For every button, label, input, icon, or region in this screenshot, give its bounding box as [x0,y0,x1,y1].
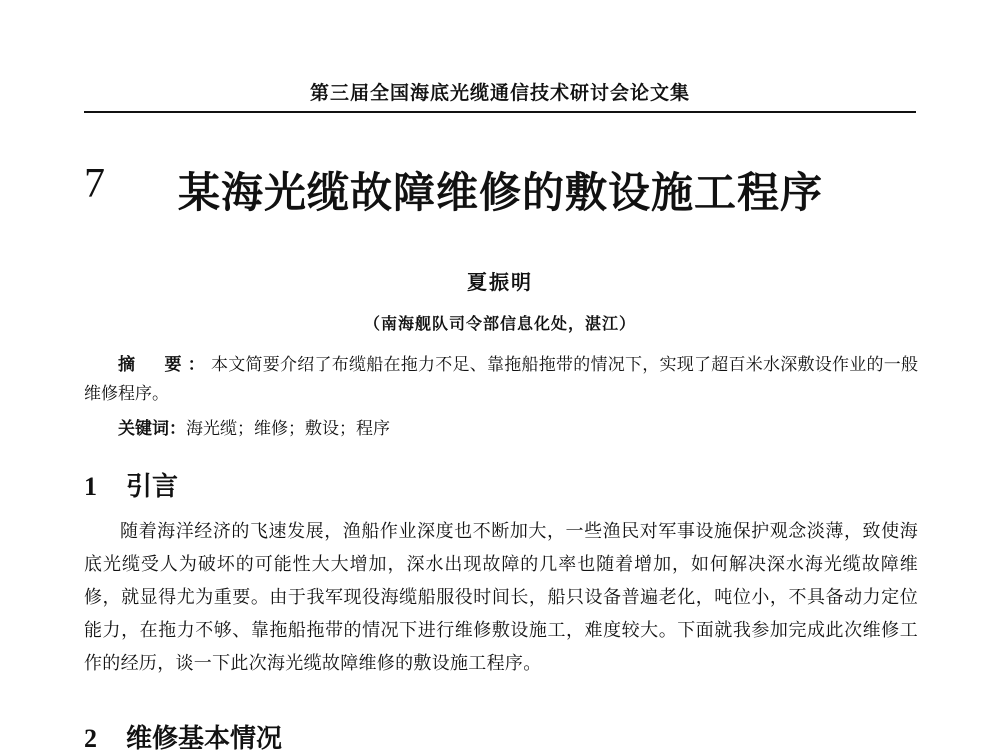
section-2-title: 维修基本情况 [126,724,283,754]
section-1-paragraph: 随着海洋经济的飞速发展，渔船作业深度也不断加大，一些渔民对军事设施保护观念淡薄，致使海底光缆受人为破坏的可能性大大增加，深水出现故障的几率也随着增加，如何解决深水海光缆故障维修，就显得尤为重要。由于我军现役海缆船服役时间长，船只设备普遍老化，吨位小，不具备动力定位能力，在拖力不够、靠拖船拖带的情况下进行维修敷设施工，难度较大。下面就我参加完成此次维修工作的经历，谈一下此次海光缆故障维修的敷设施工程序。 [84,521,918,674]
running-header: 第三届全国海底光缆通信技术研讨会论文集 [309,82,690,104]
keywords [118,414,390,439]
section-1-heading [84,466,178,503]
chapter-title: 某海光缆故障维修的敷设施工程序 [178,168,824,217]
section-1-title: 引言 [126,472,179,502]
section-2-number: 2 [84,724,97,753]
header-rule [84,111,916,113]
chapter-number: 7 [84,161,105,207]
abstract-label: 摘 要： [118,355,211,375]
abstract [84,351,918,409]
author-affiliation: （南海舰队司令部信息化处，湛江） [363,314,636,333]
section-2-heading [84,718,282,755]
author-name: 夏振明 [467,270,533,294]
keywords-text: 海光缆；维修；敷设；程序 [186,419,390,439]
keywords-label: 关键词： [118,419,186,439]
abstract-text: 本文简要介绍了布缆船在拖力不足、靠拖船拖带的情况下，实现了超百米水深敷设作业的一般维修程序。 [84,355,918,404]
section-1-number: 1 [84,472,97,501]
